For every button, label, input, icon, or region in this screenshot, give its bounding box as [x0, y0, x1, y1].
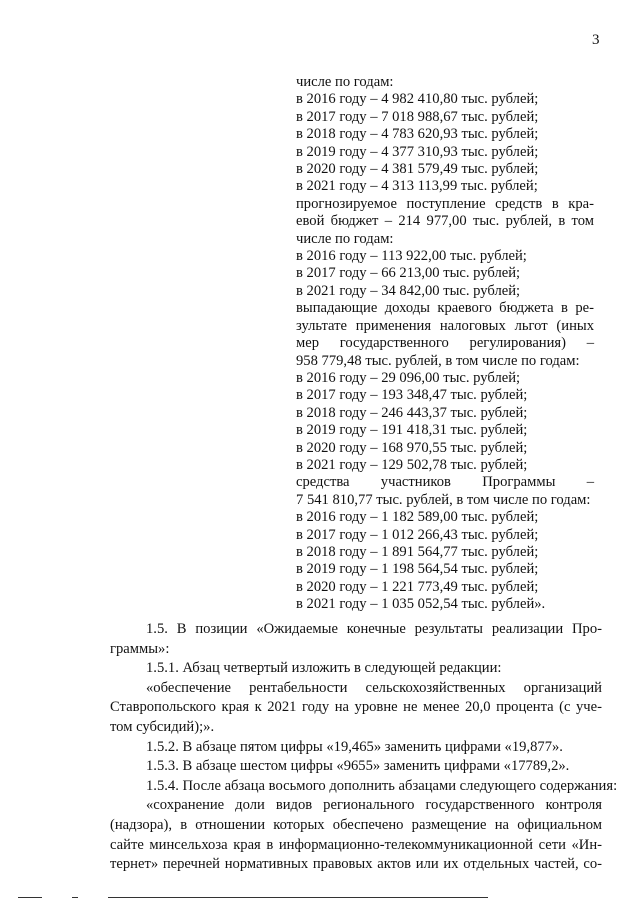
paragraph-line: 1.5.3. В абзаце шестом цифры «9655» заменить цифрами «17789,2». — [146, 758, 570, 775]
paragraph-line: 1.5.1. Абзац четвертый изложить в следующей редакции: — [146, 660, 502, 677]
footer-rule-short — [18, 897, 42, 898]
funding-line: в 2018 году – 1 891 564,77 тыс. рублей; — [296, 543, 539, 560]
funding-line: евой бюджет – 214 977,00 тыс. рублей, в том — [296, 213, 594, 230]
paragraph-line: (надзора), в отношении которых обеспечено размещение на официальном — [110, 816, 602, 833]
paragraph-line: граммы»: — [110, 640, 170, 657]
funding-line: числе по годам: — [296, 230, 394, 247]
funding-line: выпадающие доходы краевого бюджета в ре- — [296, 300, 594, 317]
funding-line: в 2016 году – 1 182 589,00 тыс. рублей; — [296, 509, 539, 526]
funding-line: в 2019 году – 4 377 310,93 тыс. рублей; — [296, 143, 539, 160]
funding-line: зультате применения налоговых льгот (иных — [296, 317, 594, 334]
funding-line: мер государственного регулирования) – — [296, 335, 594, 352]
paragraph-line: сайте минсельхоза края в информационно-телекоммуникационной сети «Ин- — [110, 836, 602, 853]
funding-line: в 2019 году – 1 198 564,54 тыс. рублей; — [296, 561, 539, 578]
paragraph-line: 1.5. В позиции «Ожидаемые конечные результаты реализации Про- — [146, 621, 602, 637]
funding-line: в 2021 году – 34 842,00 тыс. рублей; — [296, 282, 521, 299]
funding-line: в 2021 году – 129 502,78 тыс. рублей; — [296, 456, 528, 473]
funding-line: в 2017 году – 7 018 988,67 тыс. рублей; — [296, 108, 539, 125]
amendments-text — [110, 620, 618, 875]
funding-line: 7 541 810,77 тыс. рублей, в том числе по годам: — [296, 491, 591, 508]
funding-line: в 2016 году – 113 922,00 тыс. рублей; — [296, 248, 527, 265]
funding-line: в 2020 году – 1 221 773,49 тыс. рублей; — [296, 578, 539, 595]
funding-line: в 2018 году – 246 443,37 тыс. рублей; — [296, 404, 528, 421]
funding-line: в 2018 году – 4 783 620,93 тыс. рублей; — [296, 126, 539, 143]
funding-line: прогнозируемое поступление средств в кра- — [296, 195, 594, 212]
funding-line: в 2016 году – 4 982 410,80 тыс. рублей; — [296, 91, 539, 108]
paragraph-line: «обеспечение рентабельности сельскохозяйственных организаций — [146, 679, 602, 696]
funding-line: в 2021 году – 1 035 052,54 тыс. рублей». — [296, 596, 546, 613]
paragraph-line: 1.5.4. После абзаца восьмого дополнить абзацами следующего содержания: — [146, 777, 618, 794]
funding-line: в 2020 году – 168 970,55 тыс. рублей; — [296, 439, 528, 456]
paragraph-line: том субсидий);». — [110, 718, 215, 735]
funding-line: в 2016 году – 29 096,00 тыс. рублей; — [296, 369, 521, 386]
funding-line: в 2019 году – 191 418,31 тыс. рублей; — [296, 422, 528, 439]
funding-details-column — [296, 74, 594, 614]
paragraph-line: тернет» перечней нормативных правовых актов или их отдельных частей, со- — [110, 856, 602, 873]
funding-line: числе по годам: — [296, 74, 394, 90]
funding-line: в 2017 году – 193 348,47 тыс. рублей; — [296, 387, 528, 404]
footer-rule-long — [108, 897, 488, 898]
paragraph-line: Ставропольского края к 2021 году на уровне не менее 20,0 процента (с уче- — [110, 699, 602, 716]
paragraph-line: 1.5.2. В абзаце пятом цифры «19,465» заменить цифрами «19,877». — [146, 738, 563, 755]
funding-line: 958 779,48 тыс. рублей, в том числе по годам: — [296, 352, 580, 369]
funding-line: в 2017 году – 1 012 266,43 тыс. рублей; — [296, 526, 539, 543]
page-number: 3 — [592, 32, 600, 48]
funding-line: в 2021 году – 4 313 113,99 тыс. рублей; — [296, 178, 538, 195]
paragraph-line: «сохранение доли видов регионального государственного контроля — [146, 797, 602, 814]
footer-rule-dot — [72, 897, 78, 898]
funding-line: в 2020 году – 4 381 579,49 тыс. рублей; — [296, 161, 539, 178]
funding-line: средства участников Программы – — [296, 474, 594, 491]
funding-line: в 2017 году – 66 213,00 тыс. рублей; — [296, 265, 521, 282]
